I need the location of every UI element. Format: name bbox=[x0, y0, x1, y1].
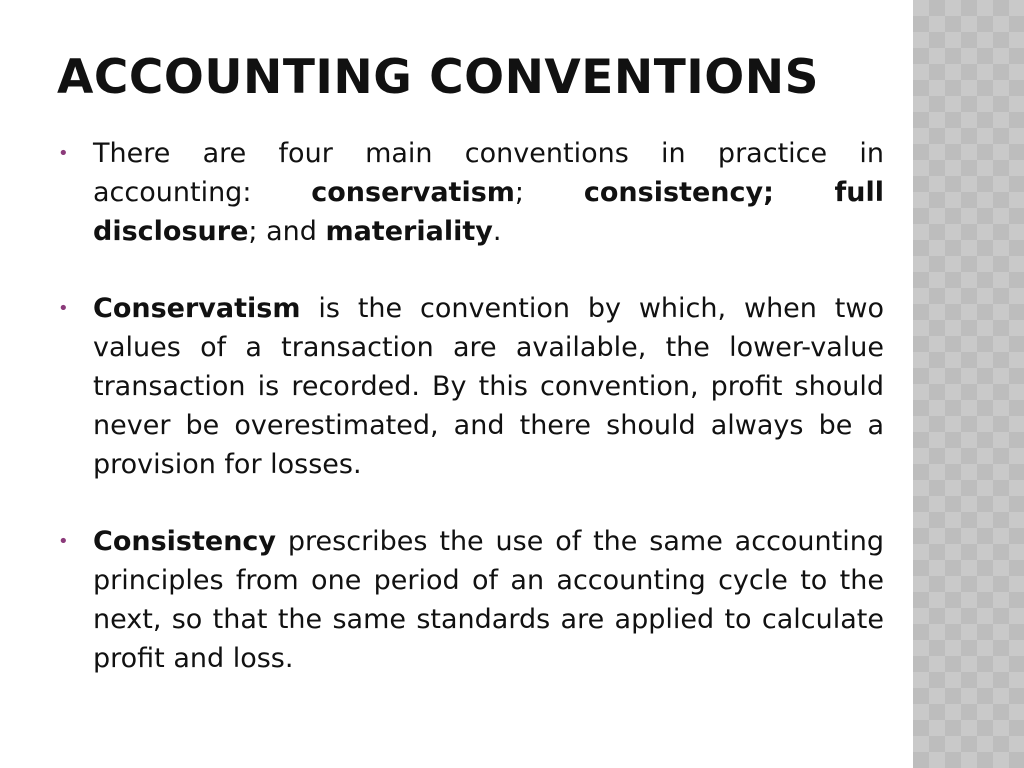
bullet-text: There are four main conventions in practice in accounting: bbox=[93, 138, 884, 208]
bold-term-conservatism: Conservatism bbox=[93, 293, 301, 324]
bold-term-materiality: materiality bbox=[325, 216, 493, 247]
bullet-text: is the convention by which, when two values of a transaction are available, the lower-value transaction is recorded. By this convention, profit should never be overestimated, and there should always be a provision for losses. bbox=[93, 293, 884, 480]
bold-term-consistency: Consistency bbox=[93, 526, 277, 557]
bullet-item-conservatism bbox=[58, 289, 884, 484]
bullet-text: . bbox=[492, 216, 502, 247]
bullet-dot-icon: • bbox=[58, 298, 69, 319]
bullet-item-consistency bbox=[58, 522, 884, 678]
bullet-item-conventions bbox=[58, 134, 884, 251]
bullet-text: prescribes the use of the same accounting principles from one period of an accounting cycle to the next, so that the same standards are applied to calculate profit and loss. bbox=[93, 526, 884, 674]
bullet-text: ; and bbox=[248, 216, 326, 247]
bullet-list bbox=[58, 134, 884, 678]
bullet-dot-icon: • bbox=[58, 143, 69, 164]
bold-term-conservatism: conservatism bbox=[311, 177, 515, 208]
bullet-dot-icon: • bbox=[58, 531, 69, 552]
bold-term-consistency-full-disclosure: consistency; full disclosure bbox=[93, 177, 884, 247]
bullet-text: ; bbox=[514, 177, 584, 208]
decorative-side-strip bbox=[913, 0, 1024, 768]
slide-title: ACCOUNTING CONVENTIONS bbox=[57, 50, 819, 105]
